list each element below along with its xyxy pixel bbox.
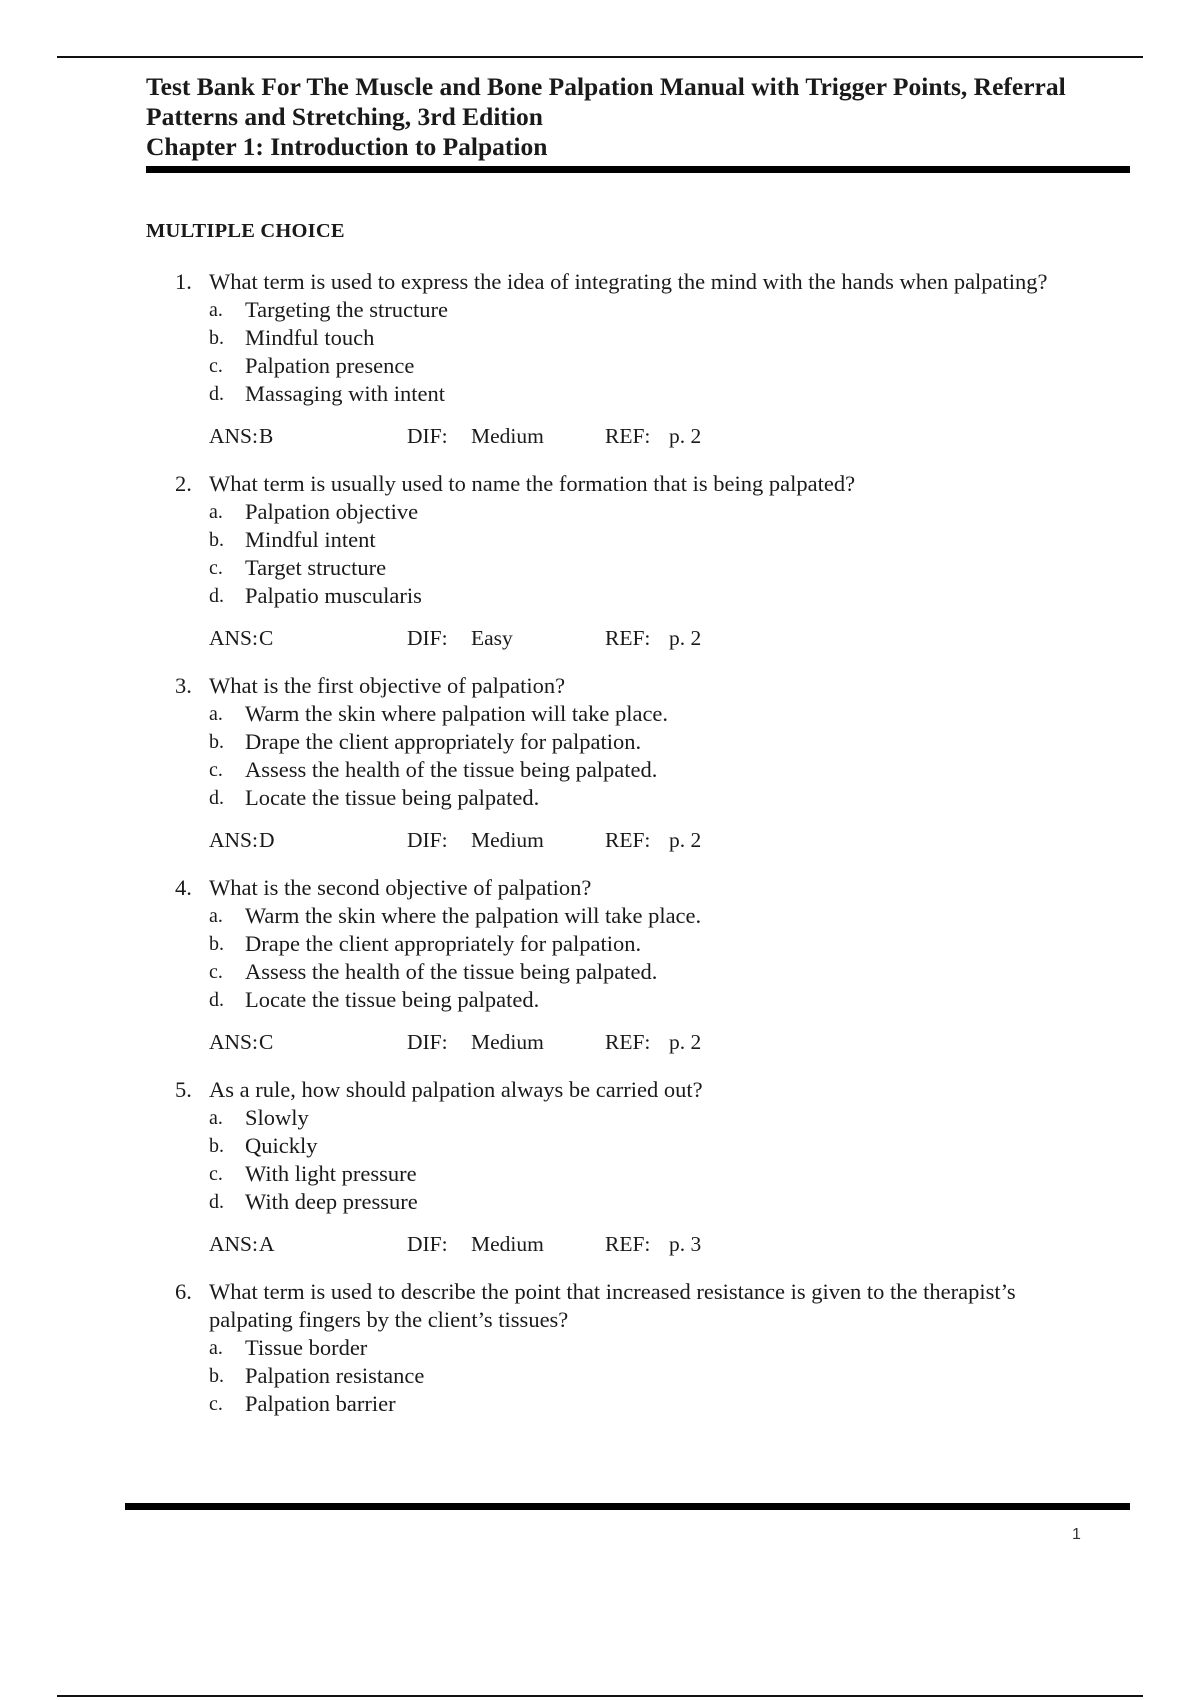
- answer-option: [146, 296, 1130, 324]
- reference: [605, 826, 805, 854]
- answer-option: [146, 1334, 1130, 1362]
- question-stem: What term is used to express the idea of integrating the mind with the hands when palpating?: [209, 269, 1048, 294]
- option-letter: b.: [209, 731, 224, 753]
- question-number: 6.: [175, 1279, 192, 1304]
- difficulty-value: Medium: [471, 828, 544, 852]
- answer-options: [146, 1104, 1130, 1216]
- option-letter: b.: [209, 1365, 224, 1387]
- difficulty-label: DIF:: [407, 1030, 448, 1054]
- option-letter: c.: [209, 355, 223, 377]
- question-stem-row: [146, 470, 1130, 498]
- answer-option: [146, 324, 1130, 352]
- question-number: 4.: [175, 875, 192, 900]
- difficulty: [407, 826, 605, 854]
- option-letter: d.: [209, 787, 224, 809]
- answer-value: A: [259, 1232, 275, 1256]
- option-letter: a.: [209, 703, 223, 725]
- answer-option: [146, 380, 1130, 408]
- answer-option: [146, 1188, 1130, 1216]
- option-text: Tissue border: [245, 1335, 368, 1360]
- answer-label: ANS:: [209, 424, 258, 448]
- question-number: 1.: [175, 269, 192, 294]
- answer-option: [146, 930, 1130, 958]
- answer: [209, 1028, 407, 1056]
- option-text: With light pressure: [245, 1161, 417, 1186]
- option-text: Palpation presence: [245, 353, 415, 378]
- option-letter: c.: [209, 557, 223, 579]
- option-letter: c.: [209, 1393, 223, 1415]
- reference: [605, 422, 805, 450]
- answer-option: [146, 1104, 1130, 1132]
- option-text: Mindful intent: [245, 527, 376, 552]
- reference-label: REF:: [605, 1232, 651, 1256]
- answer-option: [146, 582, 1130, 610]
- option-text: Palpatio muscularis: [245, 583, 422, 608]
- question-stem: palpating fingers by the client’s tissues?: [209, 1307, 569, 1332]
- question-item: [146, 268, 1130, 450]
- page-number: 1: [1072, 1526, 1081, 1543]
- question-stem-row: [146, 268, 1130, 296]
- difficulty-value: Medium: [471, 1232, 544, 1256]
- question-number: 2.: [175, 471, 192, 496]
- question-stem-row: [146, 1278, 1130, 1306]
- option-text: Slowly: [245, 1105, 309, 1130]
- option-letter: b.: [209, 327, 224, 349]
- answer-key-row: [146, 422, 1130, 450]
- answer-option: [146, 756, 1130, 784]
- option-letter: c.: [209, 961, 223, 983]
- reference-value: p. 3: [669, 1232, 702, 1256]
- option-letter: d.: [209, 989, 224, 1011]
- difficulty-value: Medium: [471, 424, 544, 448]
- answer-option: [146, 700, 1130, 728]
- reference-label: REF:: [605, 626, 651, 650]
- difficulty-label: DIF:: [407, 828, 448, 852]
- answer-option: [146, 784, 1130, 812]
- answer-options: [146, 296, 1130, 408]
- question-number: 3.: [175, 673, 192, 698]
- answer-option: [146, 498, 1130, 526]
- answer-options: [146, 700, 1130, 812]
- answer-label: ANS:: [209, 828, 258, 852]
- option-text: Warm the skin where the palpation will take place.: [245, 903, 702, 928]
- answer: [209, 624, 407, 652]
- option-text: Targeting the structure: [245, 297, 448, 322]
- option-text: Drape the client appropriately for palpation.: [245, 729, 642, 754]
- section-heading: MULTIPLE CHOICE: [146, 220, 345, 242]
- option-letter: b.: [209, 933, 224, 955]
- option-letter: a.: [209, 299, 223, 321]
- option-letter: d.: [209, 383, 224, 405]
- option-letter: c.: [209, 759, 223, 781]
- answer: [209, 422, 407, 450]
- reference: [605, 1028, 805, 1056]
- question-stem: What is the first objective of palpation?: [209, 673, 566, 698]
- difficulty-label: DIF:: [407, 626, 448, 650]
- question-number: 5.: [175, 1077, 192, 1102]
- answer-key-row: [146, 1028, 1130, 1056]
- difficulty-label: DIF:: [407, 424, 448, 448]
- option-text: Warm the skin where palpation will take place.: [245, 701, 669, 726]
- option-text: Assess the health of the tissue being palpated.: [245, 757, 658, 782]
- question-stem: What term is used to describe the point that increased resistance is given to the therapist’s: [209, 1279, 1016, 1304]
- option-text: Palpation barrier: [245, 1391, 396, 1416]
- reference-value: p. 2: [669, 1030, 702, 1054]
- answer-options: [146, 1334, 1130, 1418]
- question-list: [146, 268, 1130, 1418]
- answer-option: [146, 1160, 1130, 1188]
- answer-value: C: [259, 626, 274, 650]
- answer: [209, 826, 407, 854]
- answer-option: [146, 1362, 1130, 1390]
- reference: [605, 1230, 805, 1258]
- option-letter: a.: [209, 501, 223, 523]
- question-item: [146, 1278, 1130, 1418]
- answer-option: [146, 958, 1130, 986]
- difficulty-value: Medium: [471, 1030, 544, 1054]
- chapter-title: Chapter 1: Introduction to Palpation: [146, 132, 548, 161]
- reference-value: p. 2: [669, 626, 702, 650]
- difficulty: [407, 422, 605, 450]
- option-letter: d.: [209, 585, 224, 607]
- answer-options: [146, 902, 1130, 1014]
- option-letter: b.: [209, 529, 224, 551]
- answer-option: [146, 352, 1130, 380]
- option-letter: a.: [209, 1337, 223, 1359]
- reference-label: REF:: [605, 1030, 651, 1054]
- answer-options: [146, 498, 1130, 610]
- answer-option: [146, 526, 1130, 554]
- reference-value: p. 2: [669, 828, 702, 852]
- question-item: [146, 672, 1130, 854]
- option-text: Palpation resistance: [245, 1363, 425, 1388]
- reference: [605, 624, 805, 652]
- option-text: Drape the client appropriately for palpation.: [245, 931, 642, 956]
- answer-value: C: [259, 1030, 274, 1054]
- answer-key-row: [146, 624, 1130, 652]
- option-text: Locate the tissue being palpated.: [245, 785, 540, 810]
- reference-label: REF:: [605, 424, 651, 448]
- question-stem-row: [146, 1306, 1130, 1334]
- option-letter: a.: [209, 1107, 223, 1129]
- answer-value: D: [259, 828, 275, 852]
- question-stem-row: [146, 1076, 1130, 1104]
- option-letter: a.: [209, 905, 223, 927]
- reference-value: p. 2: [669, 424, 702, 448]
- option-text: Palpation objective: [245, 499, 419, 524]
- difficulty-value: Easy: [471, 626, 513, 650]
- question-stem-row: [146, 672, 1130, 700]
- option-text: Massaging with intent: [245, 381, 445, 406]
- answer-option: [146, 1390, 1130, 1418]
- question-stem: What is the second objective of palpation?: [209, 875, 592, 900]
- option-text: Target structure: [245, 555, 387, 580]
- document-title-line-2: Patterns and Stretching, 3rd Edition: [146, 102, 543, 131]
- option-letter: c.: [209, 1163, 223, 1185]
- answer-label: ANS:: [209, 1232, 258, 1256]
- answer-option: [146, 902, 1130, 930]
- difficulty: [407, 1230, 605, 1258]
- difficulty: [407, 1028, 605, 1056]
- answer-key-row: [146, 1230, 1130, 1258]
- answer-option: [146, 728, 1130, 756]
- question-stem: What term is usually used to name the formation that is being palpated?: [209, 471, 856, 496]
- question-item: [146, 874, 1130, 1056]
- question-item: [146, 1076, 1130, 1258]
- option-text: Quickly: [245, 1133, 318, 1158]
- option-text: Mindful touch: [245, 325, 375, 350]
- option-text: Locate the tissue being palpated.: [245, 987, 540, 1012]
- option-text: Assess the health of the tissue being palpated.: [245, 959, 658, 984]
- document-title-line-1: Test Bank For The Muscle and Bone Palpation Manual with Trigger Points, Referral: [146, 72, 1066, 101]
- difficulty-label: DIF:: [407, 1232, 448, 1256]
- bottom-rule: [57, 1695, 1143, 1697]
- option-text: With deep pressure: [245, 1189, 418, 1214]
- option-letter: d.: [209, 1191, 224, 1213]
- answer: [209, 1230, 407, 1258]
- question-item: [146, 470, 1130, 652]
- answer-label: ANS:: [209, 626, 258, 650]
- answer-option: [146, 554, 1130, 582]
- question-stem-row: [146, 874, 1130, 902]
- answer-value: B: [259, 424, 274, 448]
- difficulty: [407, 624, 605, 652]
- answer-option: [146, 986, 1130, 1014]
- answer-label: ANS:: [209, 1030, 258, 1054]
- header-rule: [146, 166, 1130, 173]
- document-header: [146, 72, 1136, 162]
- option-letter: b.: [209, 1135, 224, 1157]
- question-stem: As a rule, how should palpation always be carried out?: [209, 1077, 703, 1102]
- answer-option: [146, 1132, 1130, 1160]
- top-rule: [57, 56, 1143, 58]
- answer-key-row: [146, 826, 1130, 854]
- footer-rule: [125, 1503, 1130, 1510]
- reference-label: REF:: [605, 828, 651, 852]
